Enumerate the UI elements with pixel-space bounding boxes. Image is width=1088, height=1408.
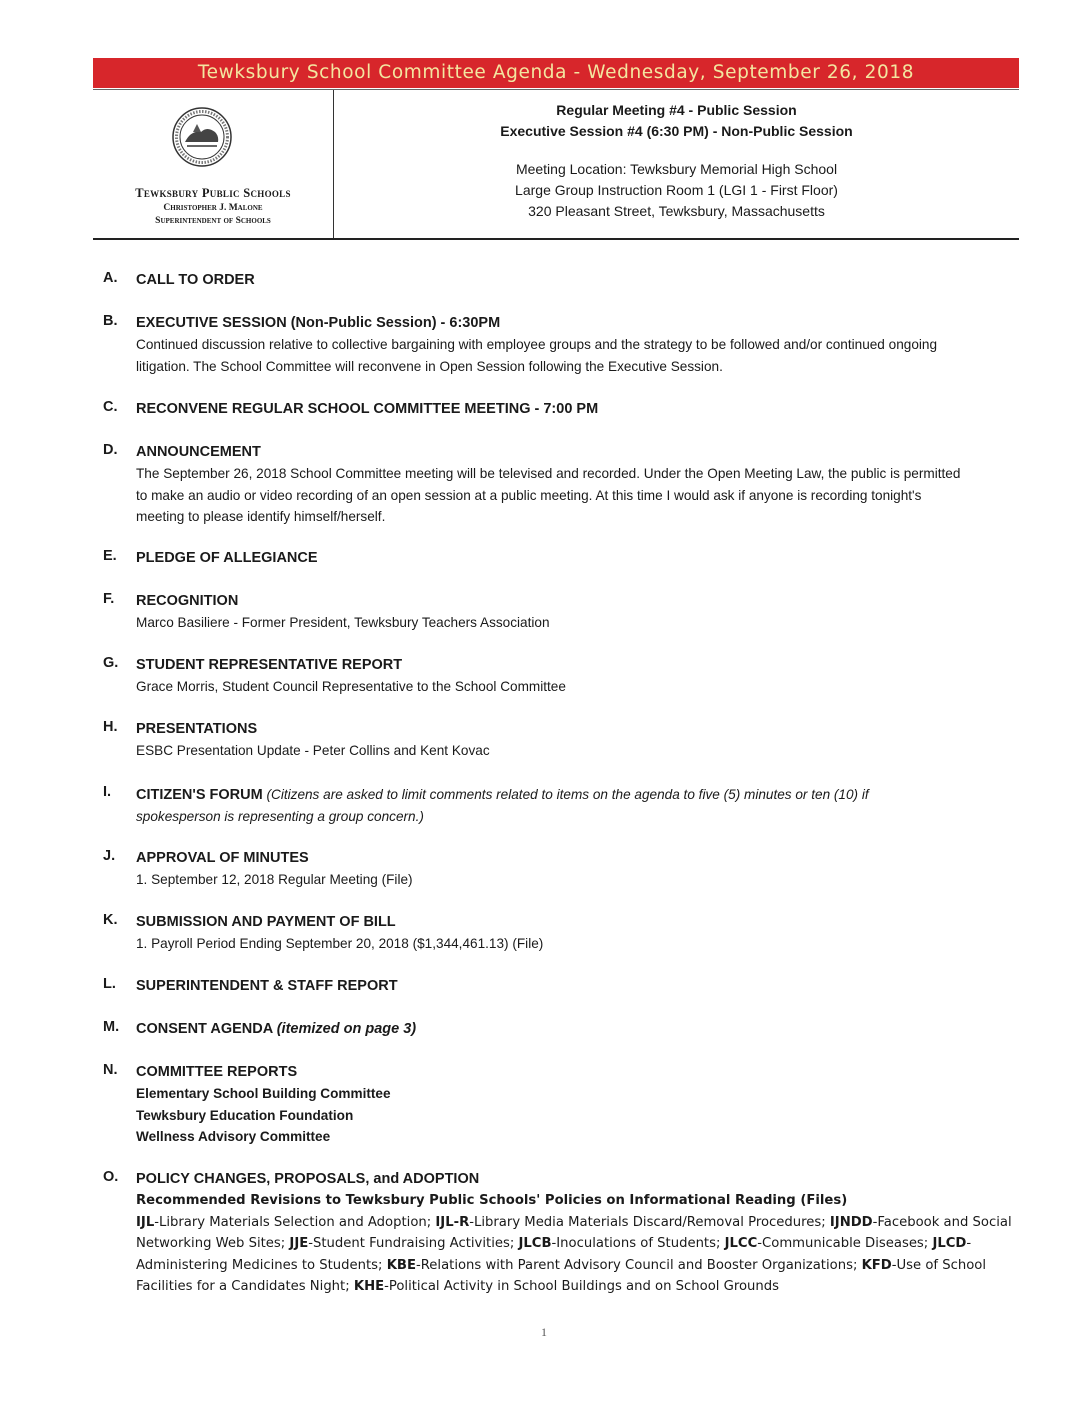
agenda-item-g [103, 655, 1033, 698]
item-letter: I. [103, 784, 112, 800]
committee-report: Elementary School Building Committee [136, 1086, 391, 1101]
item-letter: M. [103, 1019, 120, 1035]
item-title: APPROVAL OF MINUTES [136, 850, 309, 866]
item-title: POLICY CHANGES, PROPOSALS, and ADOPTION [136, 1171, 480, 1187]
policy-desc: -Use of School Facilities for a Candidates Night; [136, 1257, 987, 1294]
meeting-type-line: Regular Meeting #4 - Public Session [556, 102, 797, 118]
agenda-item-d [103, 442, 1033, 528]
item-text: to make an audio or video recording of an open session at a public meeting. At this time I would ask if anyone is recording tonight's [136, 487, 922, 503]
policy-heading: Recommended Revisions to Tewksbury Public Schools' Policies on Informational Reading (Files) [136, 1193, 848, 1208]
agenda-item-l [103, 976, 1033, 997]
agenda-item-m [103, 1019, 1033, 1040]
item-letter: N. [103, 1062, 118, 1078]
item-title: CONSENT AGENDA [136, 1021, 273, 1037]
agenda-item-a [103, 270, 1033, 291]
town-seal-icon [171, 106, 233, 168]
item-title: EXECUTIVE SESSION (Non-Public Session) - 6:30PM [136, 315, 501, 331]
agenda-item-b [103, 313, 1033, 377]
agenda-item-f [103, 591, 1033, 634]
policy-list [136, 1212, 1036, 1298]
policy-code: JLCB [518, 1236, 552, 1251]
item-title: RECOGNITION [136, 593, 239, 609]
policy-code: JLCD [932, 1236, 967, 1251]
item-title: CITIZEN'S FORUM [136, 787, 263, 803]
policy-code: IJL-R [435, 1214, 470, 1230]
item-title: SUPERINTENDENT & STAFF REPORT [136, 978, 398, 994]
committee-report: Tewksbury Education Foundation [136, 1107, 354, 1123]
item-text: litigation. The School Committee will reconvene in Open Session following the Executive Session. [136, 358, 723, 374]
school-name: Tewksbury Public Schools [135, 186, 291, 200]
district-header [93, 90, 333, 238]
item-title: COMMITTEE REPORTS [136, 1064, 298, 1080]
item-title: RECONVENE REGULAR SCHOOL COMMITTEE MEETING - 7:00 PM [136, 401, 599, 417]
agenda-item-c [103, 399, 1033, 420]
item-letter: O. [103, 1169, 119, 1185]
policy-code: KFD [861, 1257, 892, 1273]
executive-session-line: Executive Session #4 (6:30 PM) - Non-Public Session [500, 123, 853, 139]
item-text: Continued discussion relative to collective bargaining with employee groups and the strategy to be followed and/or continued ongoing [136, 337, 938, 352]
item-note: (Citizens are asked to limit comments related to items on the agenda to five (5) minutes or ten (10) if [266, 787, 869, 802]
agenda-item-i [103, 784, 1033, 828]
policy-desc: -Political Activity in School Buildings and on School Grounds [384, 1279, 780, 1294]
item-letter: C. [103, 399, 118, 415]
policy-code: KBE [386, 1257, 416, 1273]
page-number: 1 [541, 1325, 547, 1339]
item-letter: A. [103, 270, 118, 286]
item-text: The September 26, 2018 School Committee meeting will be televised and recorded. Under the Open Meeting Law, the public is permitted [136, 466, 961, 481]
policy-desc: -Administering Medicines to Students; [136, 1236, 972, 1273]
agenda-item-n [103, 1062, 1033, 1148]
item-letter: L. [103, 976, 116, 992]
item-title: PRESENTATIONS [136, 721, 258, 737]
item-title: CALL TO ORDER [136, 272, 255, 288]
item-letter: H. [103, 719, 118, 735]
item-text: Marco Basiliere - Former President, Tewksbury Teachers Association [136, 615, 550, 630]
policy-desc: -Student Fundraising Activities; [308, 1236, 519, 1251]
policy-code: IJL [136, 1214, 155, 1230]
item-letter: D. [103, 442, 118, 458]
meeting-room: Large Group Instruction Room 1 (LGI 1 - First Floor) [515, 182, 838, 198]
meeting-header [334, 100, 1019, 222]
item-title: SUBMISSION AND PAYMENT OF BILL [136, 914, 396, 930]
item-letter: G. [103, 655, 119, 671]
header-bottom-rule [93, 238, 1019, 240]
agenda-banner: Tewksbury School Committee Agenda - Wednesday, September 26, 2018 [93, 58, 1019, 88]
item-title: ANNOUNCEMENT [136, 444, 261, 460]
item-text: 1. September 12, 2018 Regular Meeting (File) [136, 872, 413, 887]
committee-report: Wellness Advisory Committee [136, 1129, 331, 1144]
item-title: STUDENT REPRESENTATIVE REPORT [136, 657, 403, 673]
policy-code: JLCC [724, 1236, 758, 1251]
agenda-item-e [103, 548, 1033, 569]
superintendent-title: Superintendent of Schools [155, 216, 271, 226]
item-text: Grace Morris, Student Council Representative to the School Committee [136, 679, 566, 694]
policy-desc: -Library Materials Selection and Adoption; [154, 1214, 436, 1230]
policy-desc: -Relations with Parent Advisory Council and Booster Organizations; [415, 1257, 862, 1273]
policy-code: KHE [353, 1279, 385, 1294]
policy-code: IJNDD [829, 1214, 873, 1230]
item-letter: F. [103, 591, 115, 607]
agenda-item-j [103, 848, 1033, 891]
item-text: 1. Payroll Period Ending September 20, 2018 ($1,344,461.13) (File) [136, 936, 544, 951]
agenda-item-o [103, 1169, 1033, 1298]
policy-desc: -Facebook and Social Networking Web Sites; [136, 1214, 1012, 1251]
meeting-address: 320 Pleasant Street, Tewksbury, Massachusetts [528, 203, 825, 219]
item-letter: B. [103, 313, 118, 329]
item-title: PLEDGE OF ALLEGIANCE [136, 550, 318, 566]
meeting-location: Meeting Location: Tewksbury Memorial High School [515, 161, 838, 177]
agenda-item-k [103, 912, 1033, 955]
policy-desc: -Communicable Diseases; [757, 1236, 933, 1251]
agenda-item-h [103, 719, 1033, 762]
item-letter: E. [103, 548, 117, 564]
policy-desc: -Inoculations of Students; [551, 1236, 725, 1251]
item-text: meeting to please identify himself/herself. [136, 509, 386, 524]
item-letter: K. [103, 912, 118, 928]
item-note: (itemized on page 3) [276, 1021, 417, 1037]
superintendent-name: Christopher J. Malone [163, 203, 263, 213]
item-text: ESBC Presentation Update - Peter Collins and Kent Kovac [136, 743, 490, 758]
policy-code: JJE [289, 1236, 309, 1251]
item-note: spokesperson is representing a group concern.) [136, 809, 424, 824]
item-letter: J. [103, 848, 116, 864]
policy-desc: -Library Media Materials Discard/Removal Procedures; [469, 1214, 830, 1230]
